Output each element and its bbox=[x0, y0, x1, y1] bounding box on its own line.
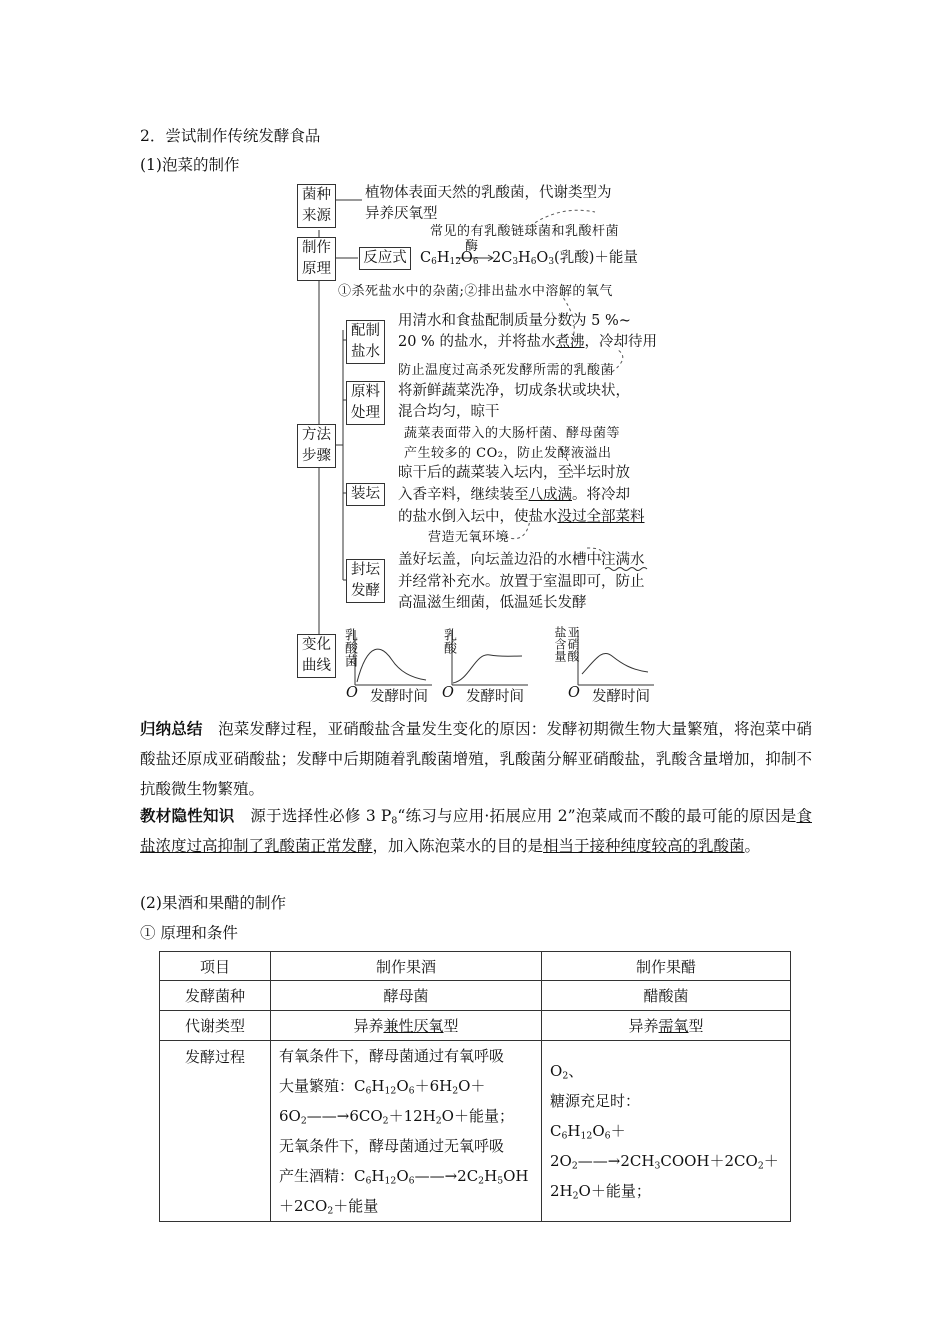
box-jar: 装坛 bbox=[346, 483, 385, 506]
box-line: 曲线 bbox=[302, 658, 331, 674]
material-text-2: 混合均匀，晾干 bbox=[398, 404, 500, 420]
table-row bbox=[160, 952, 791, 981]
graph1-origin: O bbox=[346, 685, 358, 701]
hidden-text-b: “练习与应用·拓展应用 2”泡菜咸而不酸的最可能的原因是 bbox=[397, 807, 797, 825]
graph1-ylabel: 乳酸菌 bbox=[342, 628, 357, 667]
seal-text-2: 并经常补充水。放置于室温即可，防止 bbox=[398, 574, 645, 590]
table-cell: 酵母菌 bbox=[271, 981, 542, 1011]
graph3-ylabel: 亚硝酸盐含量 bbox=[553, 626, 580, 662]
reaction-enzyme: 酶 bbox=[465, 239, 479, 254]
brine-text-1: 用清水和食盐配制质量分数为 5 %~ bbox=[398, 313, 631, 329]
box-line: 处理 bbox=[351, 405, 380, 421]
table-cell: 代谢类型 bbox=[160, 1011, 271, 1041]
wine-line: $+2CO_2+$能量 bbox=[279, 1197, 379, 1217]
vinegar-condition: 糖源充足时： bbox=[550, 1092, 641, 1110]
seal-water-wavy: 注满水 bbox=[601, 552, 645, 568]
reaction-product: $2C_3H_6O_3$(乳酸)＋能量 bbox=[492, 250, 638, 268]
vinegar-line: $O_2$、 糖源充足时： $C_6H_{12}O_6+$ bbox=[550, 1056, 782, 1146]
box-line: 配制 bbox=[351, 323, 380, 339]
wine-line: 大量繁殖：$C_6H_{12}O_6+6H_2O+$ bbox=[279, 1077, 486, 1097]
wine-line: 有氧条件下，酵母菌通过有氧呼吸 bbox=[279, 1047, 505, 1065]
box-line: 方法 bbox=[302, 427, 331, 443]
seal-text-1a: 盖好坛盖，向坛盖边沿的水槽中 bbox=[398, 552, 601, 568]
hidden-text-a: 源于选择性必修 3 P bbox=[250, 807, 392, 825]
table-cell: 发酵过程 bbox=[160, 1041, 271, 1222]
graph3-curve bbox=[582, 653, 648, 674]
wine-line: $6O_2——\to 6CO_2+12H_2O+$能量； bbox=[279, 1107, 514, 1127]
box-line: 原理 bbox=[302, 261, 331, 277]
table-row bbox=[160, 1011, 791, 1041]
section-title: 2．尝试制作传统发酵食品 bbox=[140, 127, 321, 145]
cell-underlined: 需氧 bbox=[658, 1017, 689, 1035]
graph1-curve bbox=[357, 649, 426, 682]
table-header: 制作果酒 bbox=[271, 952, 542, 981]
graph2-curve bbox=[453, 655, 522, 683]
hidden-knowledge-paragraph: 教材隐性知识 源于选择性必修 3 $P_8“$练习与应用·拓展应用 2”泡菜咸而不酸的最可能的原因是食盐浓度过高抑制了乳酸菌正常发酵，加入陈泡菜水的目的是相当于接种纯度较高的乳酸菌。 bbox=[140, 807, 812, 855]
source-text-1: 植物体表面天然的乳酸菌，代谢类型为 bbox=[365, 185, 612, 201]
cell-text: 异养 bbox=[353, 1017, 384, 1035]
cell-text: 型 bbox=[443, 1017, 459, 1035]
seal-text-3: 高温滋生细菌，低温延长发酵 bbox=[398, 595, 587, 611]
cool-note: 防止温度过高杀死发酵所需的乳酸菌 bbox=[398, 363, 615, 378]
subsection-principle: ① 原理和条件 bbox=[140, 924, 238, 942]
box-line: 变化 bbox=[302, 637, 331, 653]
graph2-ylabel: 乳酸 bbox=[441, 628, 456, 654]
cell-text: 异养 bbox=[628, 1017, 659, 1035]
box-line: 步骤 bbox=[302, 448, 331, 464]
wine-line: 产生酒精：$C_6H_{12}O_6——\to 2C_2H_5OH$ bbox=[279, 1167, 529, 1187]
table-row bbox=[160, 1041, 791, 1222]
boil-note: ①杀死盐水中的杂菌;②排出盐水中溶解的氧气 bbox=[338, 284, 613, 299]
brine-text-2a: 20 % 的盐水，并将盐水 bbox=[398, 334, 556, 350]
box-line: 盐水 bbox=[351, 344, 380, 360]
table-header: 制作果醋 bbox=[542, 952, 791, 981]
box-line: 制作 bbox=[302, 240, 331, 256]
source-text-2: 异养厌氧型 bbox=[365, 206, 438, 222]
hidden-label: 教材隐性知识 bbox=[140, 807, 235, 825]
box-line: 原料 bbox=[351, 384, 380, 400]
dry-note-1: 蔬菜表面带入的大肠杆菌、酵母菌等 bbox=[404, 426, 621, 441]
jar-text-1: 晾干后的蔬菜装入坛内，至半坛时放 bbox=[398, 465, 630, 481]
graph2-origin: O bbox=[442, 685, 454, 701]
table-header: 项目 bbox=[160, 952, 271, 981]
cell-text: 型 bbox=[688, 1017, 704, 1035]
comparison-table bbox=[159, 951, 791, 1222]
graph1-xlabel: 发酵时间 bbox=[370, 689, 428, 705]
table-cell: 发酵菌种 bbox=[160, 981, 271, 1011]
summary-text: 泡菜发酵过程，亚硝酸盐含量发生变化的原因：发酵初期微生物大量繁殖，将泡菜中硝酸盐还原成亚硝酸盐；发酵中后期随着乳酸菌增殖，乳酸菌分解亚硝酸盐，乳酸含量增加，抑制不抗酸微生物繁殖。 bbox=[140, 720, 812, 798]
subsection-wine-vinegar: (2)果酒和果醋的制作 bbox=[140, 894, 286, 912]
graph2-xlabel: 发酵时间 bbox=[466, 689, 524, 705]
jar-text-3a: 的盐水倒入坛中，使盐水 bbox=[398, 509, 558, 525]
subsection-paocai: (1)泡菜的制作 bbox=[140, 156, 240, 174]
source-note: 常见的有乳酸链球菌和乳酸杆菌 bbox=[430, 224, 620, 239]
brine-text-2b: ，冷却待用 bbox=[584, 334, 657, 350]
box-line: 来源 bbox=[302, 208, 331, 224]
material-text-1: 将新鲜蔬菜洗净，切成条状或块状， bbox=[398, 383, 630, 399]
table-cell bbox=[542, 1011, 791, 1041]
anaerobic-note: 营造无氧环境 bbox=[428, 530, 510, 545]
cell-underlined: 兼性厌氧 bbox=[383, 1017, 444, 1035]
jar-80-underlined: 八成满 bbox=[528, 487, 572, 503]
box-reaction: 反应式 bbox=[359, 247, 411, 270]
jar-text-2b: 。将冷却 bbox=[572, 487, 630, 503]
box-line: 菌种 bbox=[302, 187, 331, 203]
reaction-product-note: (乳酸)＋能量 bbox=[554, 250, 638, 266]
summary-label: 归纳总结 bbox=[140, 720, 203, 738]
hidden-text-c: ，加入陈泡菜水的目的是 bbox=[372, 837, 544, 855]
vinegar-line: $2O_2——\to 2CH_3COOH+2CO_2+$ bbox=[550, 1152, 779, 1172]
dry-note-2: 产生较多的 CO₂，防止发酵液溢出 bbox=[404, 446, 612, 461]
box-line: 发酵 bbox=[351, 583, 380, 599]
jar-text-2a: 入香辛料，继续装至 bbox=[398, 487, 529, 503]
table-cell bbox=[271, 1011, 542, 1041]
table-cell-vinegar-process bbox=[542, 1041, 791, 1222]
table-cell-wine-process bbox=[271, 1041, 542, 1222]
brine-boil-underlined: 煮沸 bbox=[555, 334, 585, 350]
graph3-xlabel: 发酵时间 bbox=[592, 689, 650, 705]
hidden-text-d: 。 bbox=[744, 837, 761, 855]
wine-line: 无氧条件下，酵母菌通过无氧呼吸 bbox=[279, 1137, 505, 1155]
summary-paragraph bbox=[140, 714, 812, 804]
reaction-equation: $C_6H_{12}O_6$ bbox=[420, 250, 479, 268]
box-line: 封坛 bbox=[351, 562, 380, 578]
vinegar-line: $2H_2O+$能量； bbox=[550, 1182, 651, 1202]
table-row bbox=[160, 981, 791, 1011]
jar-cover-underlined: 没过全部菜料 bbox=[557, 509, 645, 525]
hidden-answer-2: 相当于接种纯度较高的乳酸菌 bbox=[543, 837, 745, 855]
graph3-origin: O bbox=[568, 685, 580, 701]
hidden-answer-1: 食盐浓度过高抑制了乳酸菌正常发酵 bbox=[140, 807, 812, 855]
table-cell: 醋酸菌 bbox=[542, 981, 791, 1011]
